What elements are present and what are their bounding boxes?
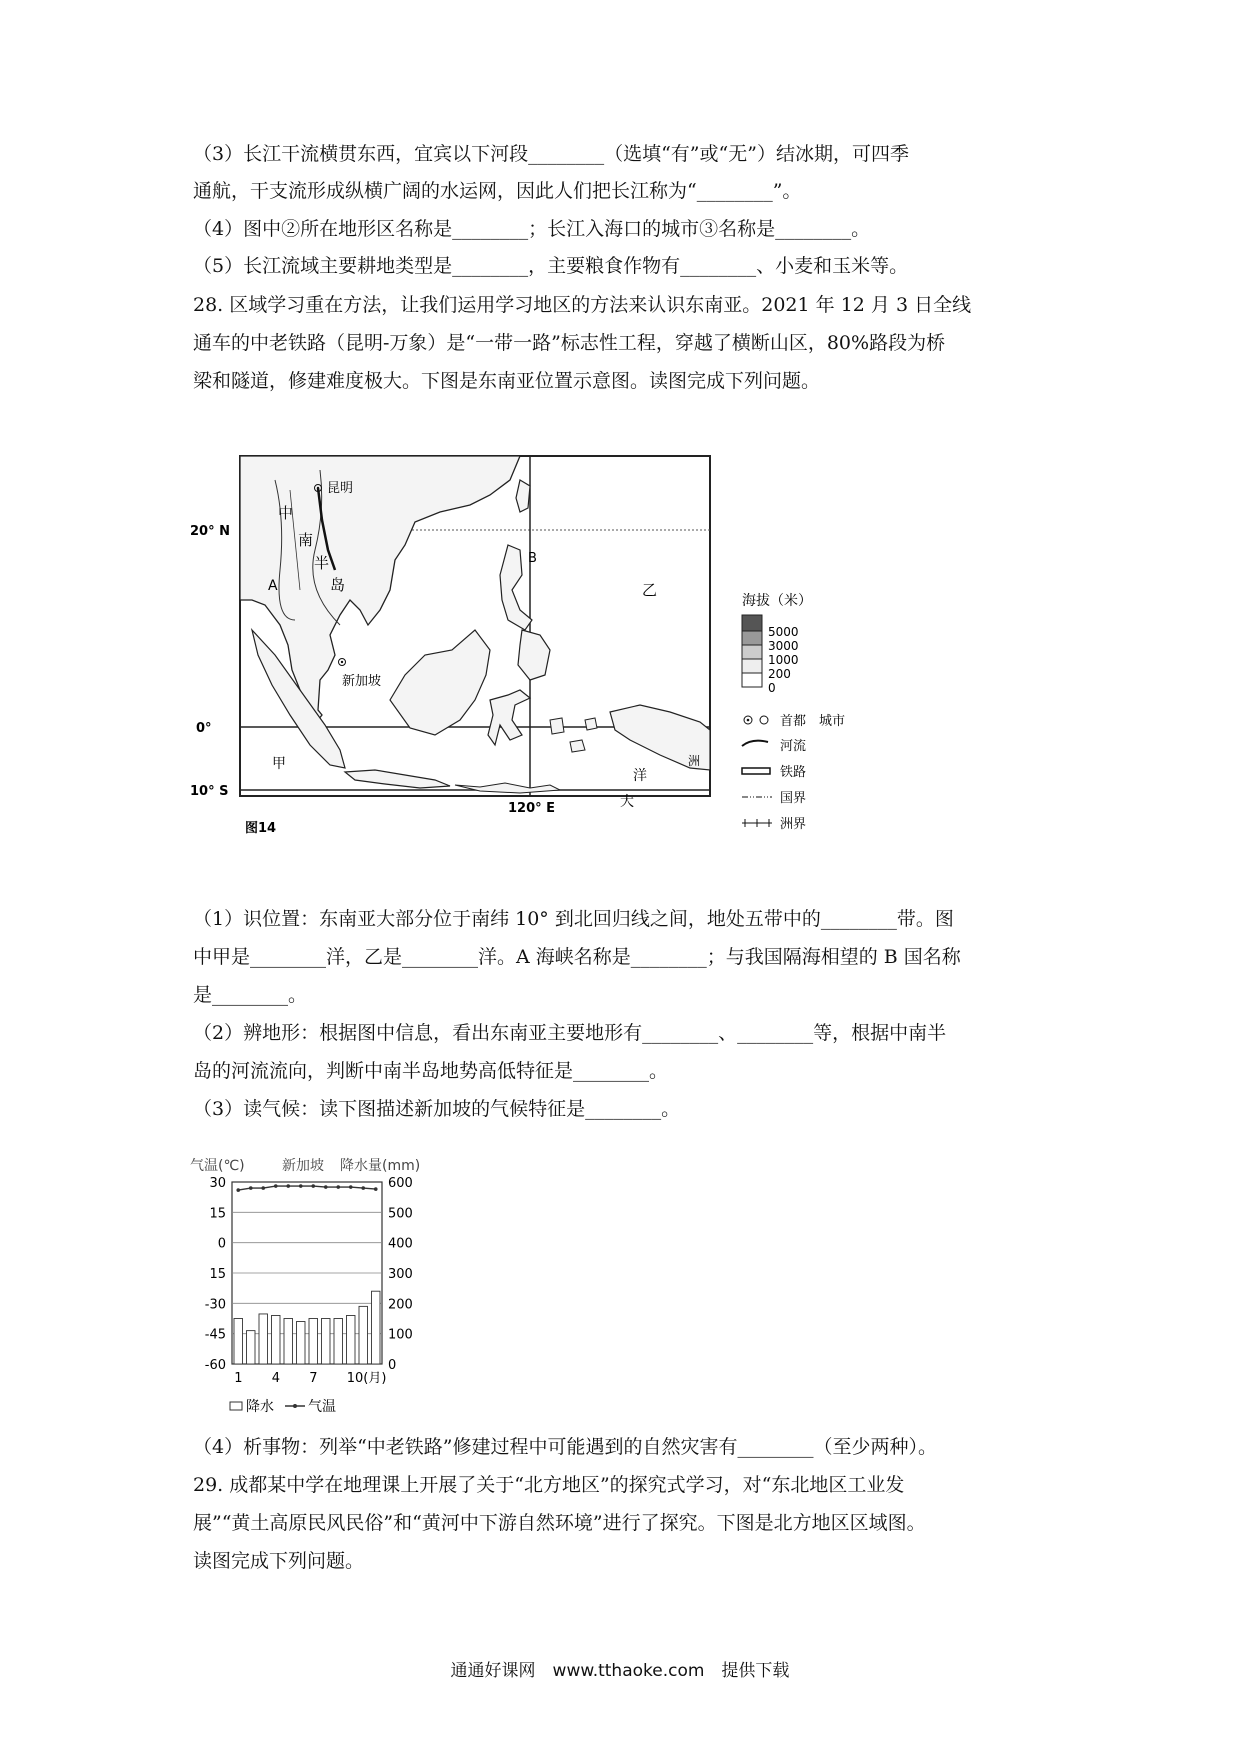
chart-left-tick: -30 (204, 1297, 226, 1313)
text-line: （1）识位置：东南亚大部分位于南纬 10° 到北回归线之间，地处五带中的________带。图 (193, 908, 954, 930)
precip-bar (259, 1314, 268, 1364)
precip-bar (234, 1319, 243, 1365)
chart-right-tick: 400 (388, 1236, 413, 1252)
label-nan: 南 (298, 531, 314, 549)
chart-x-tick: 4 (271, 1371, 281, 1386)
legend-continental-border: 洲界 (780, 817, 807, 832)
temp-point (374, 1187, 378, 1191)
label-strait-a: A (268, 578, 278, 594)
legend-level-5000: 5000 (768, 625, 799, 639)
chart-left-axis-label: 气温(℃) (190, 1158, 245, 1174)
chart-title: 新加坡 (282, 1158, 324, 1174)
text-line: （5）长江流域主要耕地类型是________，主要粮食作物有________、小麦和玉米等。 (193, 255, 909, 277)
legend-river-icon (742, 741, 768, 746)
label-country-b: B (528, 551, 537, 566)
legend-swatch-5000 (742, 615, 762, 631)
map-caption: 图14 (245, 821, 277, 836)
label-ban: 半 (314, 554, 330, 572)
page-footer: 通通好课网 www.tthaoke.com 提供下载 (450, 1661, 790, 1681)
precip-bar (284, 1319, 293, 1365)
sulawesi-island (488, 690, 530, 745)
label-kunming: 昆明 (327, 481, 354, 496)
label-dao: 岛 (330, 576, 346, 594)
temp-point (361, 1186, 365, 1190)
southeast-asia-map (190, 450, 930, 865)
legend-swatch-3000 (742, 631, 762, 645)
chart-left-tick: 0 (217, 1236, 226, 1252)
precip-bar (347, 1315, 356, 1364)
chart-right-tick: 100 (388, 1327, 413, 1343)
chart-left-tick: 30 (209, 1176, 226, 1191)
chart-right-tick: 600 (388, 1176, 413, 1191)
chart-x-tick: 10(月) (346, 1371, 387, 1386)
text-line: 28. 区域学习重在方法，让我们运用学习地区的方法来认识东南亚。2021 年 12 月 3 日全线 (193, 294, 972, 316)
chart-x-tick: 1 (234, 1371, 243, 1386)
precip-bar (247, 1331, 256, 1364)
text-line: （2）辨地形：根据图中信息，看出东南亚主要地形有________、________等，根据中南半 (193, 1022, 947, 1044)
precip-bar (309, 1319, 318, 1365)
legend-level-0: 0 (768, 681, 776, 695)
chart-left-tick: 15 (209, 1206, 226, 1222)
label-zhou: 洲 (688, 754, 701, 768)
legend-precip-icon (230, 1402, 242, 1410)
temp-point (299, 1184, 303, 1188)
singapore-marker-dot (341, 661, 343, 663)
legend-city-icon (760, 716, 768, 724)
java-island (345, 770, 450, 788)
temp-point (236, 1188, 240, 1192)
legend-capital-icon-dot (747, 719, 750, 722)
temp-point (349, 1185, 353, 1189)
text-line: （4）析事物：列举“中老铁路”修建过程中可能遇到的自然灾害有________（至少两种）。 (193, 1436, 938, 1458)
chart-legend (230, 1398, 336, 1415)
legend-capital-city: 首都 城市 (780, 714, 846, 729)
maluku-islands (550, 718, 597, 752)
taiwan-island (516, 480, 530, 512)
legend-swatch-200 (742, 659, 762, 673)
legend-railway: 铁路 (780, 765, 807, 780)
chart-right-tick: 0 (388, 1358, 397, 1373)
text-line: （4）图中②所在地形区名称是________；长江入海口的城市③名称是________。 (193, 218, 871, 240)
legend-national-border: 国界 (780, 791, 807, 806)
chart-x-tick: 7 (309, 1371, 318, 1386)
chart-left-tick: -45 (204, 1327, 226, 1343)
legend-temp-icon-dot (293, 1404, 297, 1408)
legend-swatch-0 (742, 673, 762, 687)
temp-point (261, 1186, 265, 1190)
label-yang: 洋 (633, 768, 647, 784)
kunming-marker-dot (317, 487, 319, 489)
text-line: （3）读气候：读下图描述新加坡的气候特征是________。 (193, 1098, 681, 1120)
text-line: 29. 成都某中学在地理课上开展了关于“北方地区”的探究式学习，对“东北地区工业发 (193, 1474, 905, 1496)
text-line: 梁和隧道，修建难度极大。下图是东南亚位置示意图。读图完成下列问题。 (193, 370, 821, 392)
legend-level-200: 200 (768, 667, 791, 681)
text-line: 通航，干支流形成纵横广阔的水运网，因此人们把长江称为“________”。 (193, 180, 802, 202)
precip-bar (297, 1322, 306, 1364)
lat-label-0: 0° (196, 721, 212, 736)
legend-railway-icon (742, 768, 770, 774)
singapore-climate-chart (190, 1150, 490, 1420)
legend-precip-label: 降水 (246, 1399, 274, 1415)
chart-right-tick: 300 (388, 1267, 413, 1282)
mindanao-island (518, 630, 550, 680)
legend-level-3000: 3000 (768, 639, 799, 653)
text-line: 中甲是________洋，乙是________洋。A 海峡名称是________；与我国隔海相望的 B 国名称 (193, 946, 961, 968)
temp-point (274, 1184, 278, 1188)
legend-title: 海拔（米） (742, 593, 812, 609)
precip-bar (322, 1319, 331, 1365)
temp-point (249, 1186, 253, 1190)
label-zhong: 中 (278, 504, 294, 522)
temp-point (324, 1185, 328, 1189)
map-legend (742, 592, 845, 832)
legend-swatch-1000 (742, 645, 762, 659)
chart-left-tick: 15 (209, 1267, 226, 1282)
borneo-island (390, 630, 490, 735)
chart-right-tick: 500 (388, 1206, 413, 1222)
temp-point (336, 1185, 340, 1189)
chart-right-axis-label: 降水量(mm) (340, 1158, 421, 1174)
text-line: 通车的中老铁路（昆明-万象）是“一带一路”标志性工程，穿越了横断山区，80%路段为桥 (193, 332, 946, 354)
chart-left-tick: -60 (204, 1358, 226, 1373)
temp-line (238, 1186, 376, 1190)
label-da: 大 (620, 794, 634, 810)
legend-river: 河流 (780, 739, 807, 754)
precip-bar (372, 1291, 381, 1364)
chart-right-tick: 200 (388, 1297, 413, 1313)
legend-level-1000: 1000 (768, 653, 799, 667)
text-line: 是________。 (193, 984, 308, 1006)
temp-point (311, 1184, 315, 1188)
label-jia: 甲 (272, 756, 286, 772)
lesser-sunda-islands (455, 783, 560, 793)
precip-bar (334, 1319, 343, 1365)
text-line: 展”“黄土高原民风民俗”和“黄河中下游自然环境”进行了探究。下图是北方地区区域图。 (193, 1512, 926, 1534)
precip-bar (272, 1315, 281, 1364)
temp-point (286, 1184, 290, 1188)
precip-bar (359, 1306, 368, 1364)
text-line: 岛的河流流向，判断中南半岛地势高低特征是________。 (193, 1060, 669, 1082)
lon-label-120e: 120° E (508, 801, 556, 816)
text-line: （3）长江干流横贯东西，宜宾以下河段________（选填“有”或“无”）结冰期，可四季 (193, 143, 909, 165)
label-singapore: 新加坡 (342, 674, 382, 689)
label-yi: 乙 (642, 581, 658, 599)
lat-label-10s: 10° S (190, 784, 229, 799)
lat-label-20n: 20° N (190, 524, 230, 539)
legend-temp-label: 气温 (308, 1399, 336, 1415)
text-line: 读图完成下列问题。 (193, 1550, 365, 1572)
